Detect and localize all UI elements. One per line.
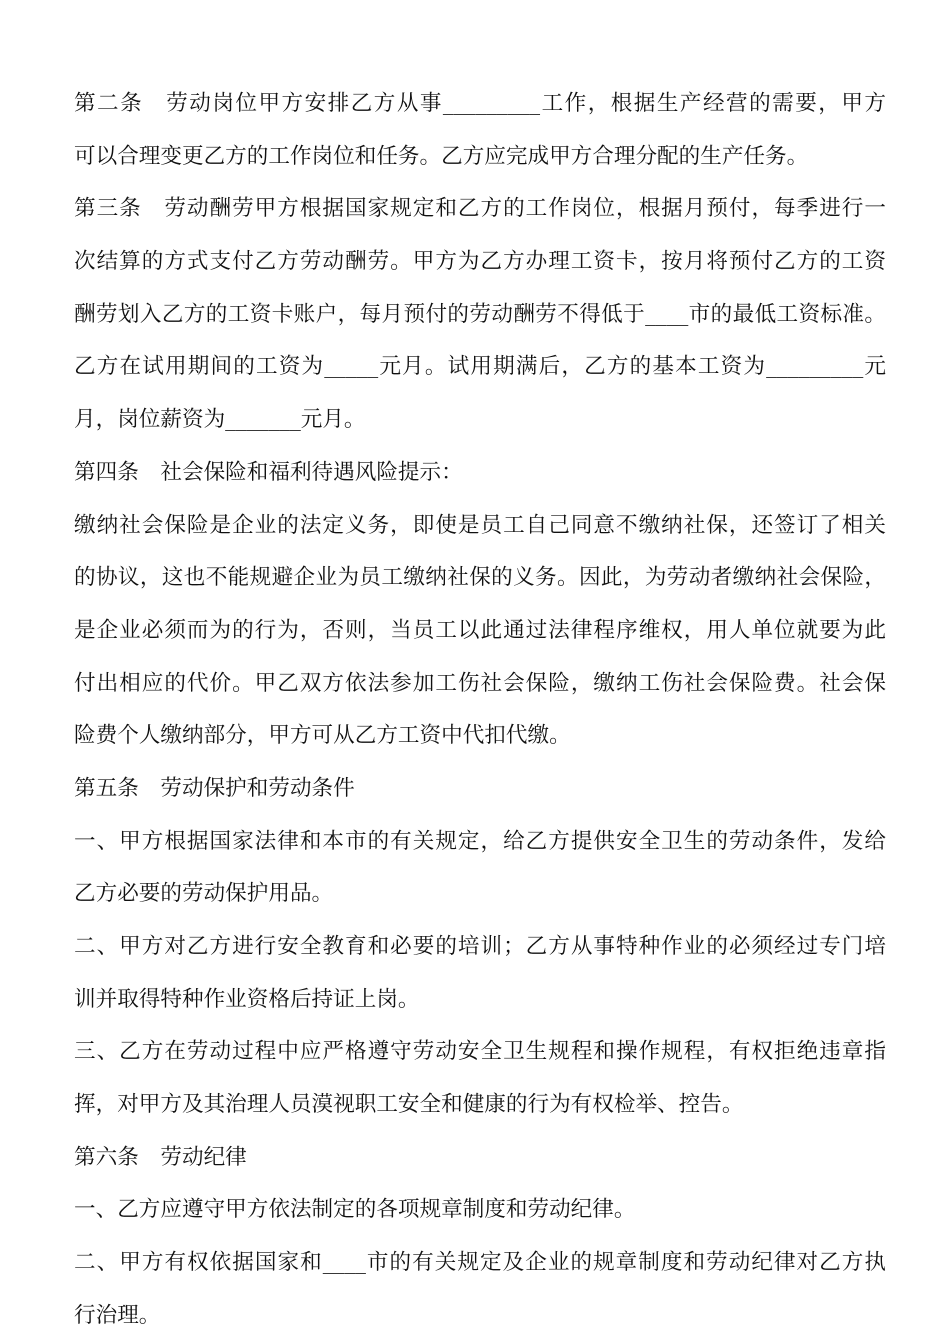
text-line: 行治理。: [74, 1302, 161, 1328]
text-line: 次结算的方式支付乙方劳动酬劳。甲方为乙方办理工资卡，按月将预付乙方的工资: [74, 249, 886, 275]
text-line: 酬劳划入乙方的工资卡账户，每月预付的劳动酬劳不得低于____市的最低工资标准。: [74, 301, 886, 327]
text-line: 乙方在试用期间的工资为_____元月。试用期满后，乙方的基本工资为_________元: [74, 354, 886, 380]
text-line: 第三条 劳动酬劳甲方根据国家规定和乙方的工作岗位，根据月预付，每季进行一: [74, 196, 886, 222]
text-line: 一、甲方根据国家法律和本市的有关规定，给乙方提供安全卫生的劳动条件，发给: [74, 828, 886, 854]
section-heading: 第五条 劳动保护和劳动条件: [74, 775, 355, 801]
text-line: 乙方必要的劳动保护用品。: [74, 881, 334, 907]
document-body: [74, 78, 886, 1343]
text-line: 险费个人缴纳部分，甲方可从乙方工资中代扣代缴。: [74, 723, 571, 749]
text-line: 三、乙方在劳动过程中应严格遵守劳动安全卫生规程和操作规程，有权拒绝违章指: [74, 1039, 886, 1065]
text-line: 挥，对甲方及其治理人员漠视职工安全和健康的行为有权检举、控告。: [74, 1092, 744, 1118]
text-line: 月，岗位薪资为_______元月。: [74, 407, 366, 433]
text-line: 第二条 劳动岗位甲方安排乙方从事_________工作，根据生产经营的需要，甲方: [74, 91, 886, 116]
text-line: 付出相应的代价。甲乙双方依法参加工伤社会保险，缴纳工伤社会保险费。社会保: [74, 670, 886, 696]
text-line: 是企业必须而为的行为，否则，当员工以此通过法律程序维权，用人单位就要为此: [74, 617, 886, 643]
section-heading: 第六条 劳动纪律: [74, 1144, 247, 1170]
text-line: 可以合理变更乙方的工作岗位和任务。乙方应完成甲方合理分配的生产任务。: [74, 143, 809, 169]
section-heading: 第四条 社会保险和福利待遇风险提示：: [74, 459, 463, 485]
text-line: 二、甲方有权依据国家和____市的有关规定及企业的规章制度和劳动纪律对乙方执: [74, 1250, 886, 1276]
text-line: 一、乙方应遵守甲方依法制定的各项规章制度和劳动纪律。: [74, 1197, 636, 1223]
text-line: 训并取得特种作业资格后持证上岗。: [74, 986, 420, 1012]
text-line: 的协议，这也不能规避企业为员工缴纳社保的义务。因此，为劳动者缴纳社会保险，: [74, 565, 886, 591]
text-line: 缴纳社会保险是企业的法定义务，即使是员工自己同意不缴纳社保，还签订了相关: [74, 512, 886, 538]
text-line: 二、甲方对乙方进行安全教育和必要的培训；乙方从事特种作业的必须经过专门培: [74, 934, 886, 959]
